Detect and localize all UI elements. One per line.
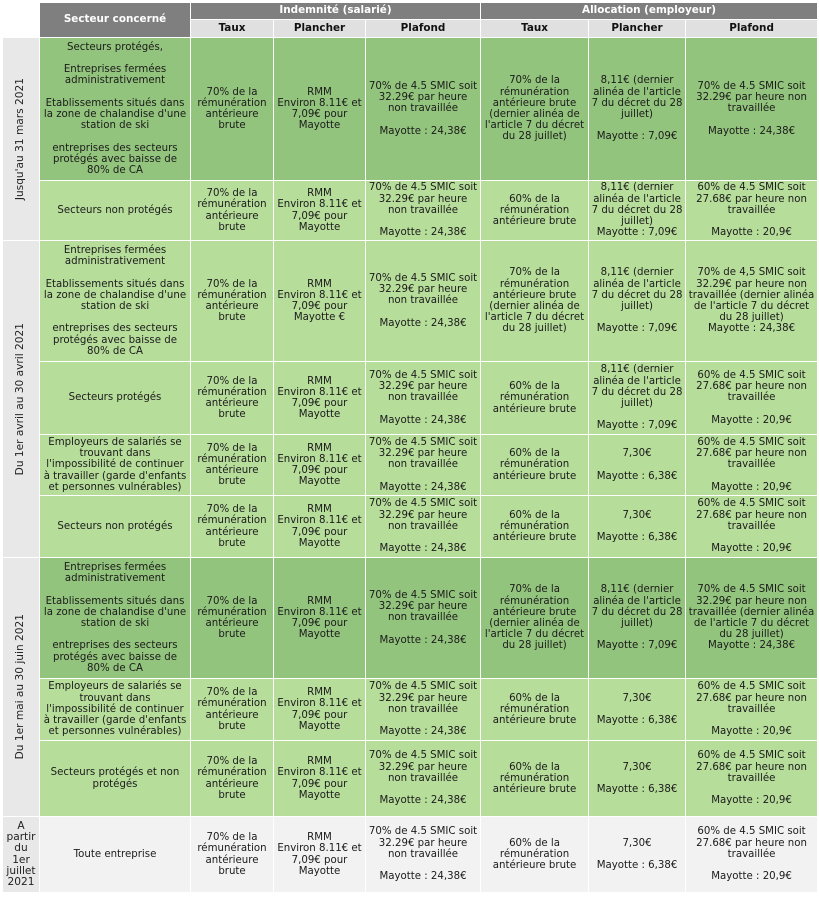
ind-plafond-cell: 70% de 4.5 SMIC soit 32.29€ par heure non travaillée Mayotte : 24,38€: [366, 496, 481, 558]
all-plancher-cell: 8,11€ (dernier alinéa de l'article 7 du décret du 28 juillet) Mayotte : 7,09€: [589, 38, 686, 181]
ind-taux-cell: 70% de la rémunération antérieure brute: [191, 817, 274, 893]
period-label: [3, 558, 40, 817]
all-taux-cell: 70% de la rémunération antérieure brute (dernier alinéa de l'article 7 du décret du 28 juillet): [481, 241, 589, 362]
indemnisation-table: [2, 2, 818, 893]
ind-taux-cell: 70% de la rémunération antérieure brute: [191, 558, 274, 679]
all-plafond-cell: 60% de 4.5 SMIC soit 27.68€ par heure non travaillée Mayotte : 20,9€: [686, 679, 818, 741]
table-row: [3, 558, 818, 679]
all-plafond-cell: 70% de 4,5 SMIC soit 32.29€ par heure non travaillée (dernier alinéa de l'article 7 du décret du 28 juillet) Mayotte : 24,38€: [686, 241, 818, 362]
period-text: Du 1er avril au 30 avril 2021: [14, 322, 27, 476]
sector-cell: Entreprises fermées administrativement Etablissements situés dans la zone de chalandise d'une station de ski entreprises des secteurs protégés avec baisse de 80% de CA: [40, 241, 191, 362]
sector-cell: Employeurs de salariés se trouvant dans l'impossibilité de continuer à travailler (garde d'enfants et personnes vulnérables): [40, 679, 191, 741]
ind-plafond-cell: 70% de 4.5 SMIC soit 32.29€ par heure non travaillée Mayotte : 24,38€: [366, 38, 481, 181]
ind-plafond-cell: 70% de 4.5 SMIC soit 32.29€ par heure non travaillée Mayotte : 24,38€: [366, 362, 481, 435]
all-taux-cell: 60% de la rémunération antérieure brute: [481, 181, 589, 241]
header-secteur: Secteur concerné: [40, 3, 191, 38]
sector-cell: Entreprises fermées administrativement Etablissements situés dans la zone de chalandise d'une station de ski entreprises des secteurs protégés avec baisse de 80% de CA: [40, 558, 191, 679]
all-plafond-cell: 60% de 4.5 SMIC soit 27.68€ par heure non travaillée Mayotte : 20,9€: [686, 817, 818, 893]
all-plancher-cell: 7,30€ Mayotte : 6,38€: [589, 741, 686, 817]
all-taux-cell: 60% de la rémunération antérieure brute: [481, 435, 589, 496]
all-plancher-cell: 8,11€ (dernier alinéa de l'article 7 du décret du 28 juillet) Mayotte : 7,09€: [589, 181, 686, 241]
period-label: [3, 241, 40, 558]
header-ind-taux: Taux: [191, 20, 274, 38]
header-blank-corner-2: [3, 20, 40, 38]
ind-plancher-cell: RMM Environ 8.11€ et 7,09€ pour Mayotte: [274, 558, 366, 679]
table-row: [3, 38, 818, 181]
sector-cell: Secteurs protégés et non protégés: [40, 741, 191, 817]
header-ind-plancher: Plancher: [274, 20, 366, 38]
period-text: Jusqu'au 31 mars 2021: [14, 77, 27, 201]
header-all-plafond: Plafond: [686, 20, 818, 38]
header-all-taux: Taux: [481, 20, 589, 38]
ind-taux-cell: 70% de la rémunération antérieure brute: [191, 241, 274, 362]
sector-cell: Secteurs protégés, Entreprises fermées administrativement Etablissements situés dans la zone de chalandise d'une station de ski entreprises des secteurs protégés avec baisse de 80% de CA: [40, 38, 191, 181]
header-blank-corner: [3, 3, 40, 20]
all-plancher-cell: 8,11€ (dernier alinéa de l'article 7 du décret du 28 juillet) Mayotte : 7,09€: [589, 241, 686, 362]
ind-plancher-cell: RMM Environ 8.11€ et 7,09€ pour Mayotte: [274, 362, 366, 435]
header-ind-plafond: Plafond: [366, 20, 481, 38]
all-plancher-cell: 7,30€ Mayotte : 6,38€: [589, 817, 686, 893]
period-text: Du 1er mai au 30 juin 2021: [14, 614, 27, 760]
ind-plafond-cell: 70% de 4.5 SMIC soit 32.29€ par heure non travaillée Mayotte : 24,38€: [366, 817, 481, 893]
table-row: [3, 362, 818, 435]
ind-taux-cell: 70% de la rémunération antérieure brute: [191, 679, 274, 741]
table-row: [3, 435, 818, 496]
table-row: [3, 181, 818, 241]
period-label: [3, 38, 40, 241]
sector-cell: Employeurs de salariés se trouvant dans l'impossibilité de continuer à travailler (garde d'enfants et personnes vulnérables): [40, 435, 191, 496]
sector-cell: Toute entreprise: [40, 817, 191, 893]
ind-plafond-cell: 70% de 4.5 SMIC soit 32.29€ par heure non travaillée Mayotte : 24,38€: [366, 181, 481, 241]
all-taux-cell: 60% de la rémunération antérieure brute: [481, 362, 589, 435]
all-plancher-cell: 7,30€ Mayotte : 6,38€: [589, 679, 686, 741]
ind-plancher-cell: RMM Environ 8.11€ et 7,09€ pour Mayotte: [274, 38, 366, 181]
ind-taux-cell: 70% de la rémunération antérieure brute: [191, 496, 274, 558]
ind-taux-cell: 70% de la rémunération antérieure brute: [191, 181, 274, 241]
sector-cell: Secteurs non protégés: [40, 496, 191, 558]
all-plafond-cell: 60% de 4.5 SMIC soit 27.68€ par heure non travaillée Mayotte : 20,9€: [686, 181, 818, 241]
ind-plancher-cell: RMM Environ 8.11€ et 7,09€ pour Mayotte: [274, 741, 366, 817]
all-taux-cell: 60% de la rémunération antérieure brute: [481, 496, 589, 558]
header-allocation: Allocation (employeur): [481, 3, 818, 20]
ind-plafond-cell: 70% de 4.5 SMIC soit 32.29€ par heure non travaillée Mayotte : 24,38€: [366, 435, 481, 496]
all-plafond-cell: 60% de 4.5 SMIC soit 27.68€ par heure non travaillée Mayotte : 20,9€: [686, 741, 818, 817]
all-plancher-cell: 8,11€ (dernier alinéa de l'article 7 du décret du 28 juillet) Mayotte : 7,09€: [589, 362, 686, 435]
sector-cell: Secteurs non protégés: [40, 181, 191, 241]
header-row-groups: [3, 3, 818, 20]
table-row: [3, 241, 818, 362]
all-taux-cell: 70% de la rémunération antérieure brute (dernier alinéa de l'article 7 du décret du 28 juillet): [481, 558, 589, 679]
ind-taux-cell: 70% de la rémunération antérieure brute: [191, 435, 274, 496]
all-plafond-cell: 70% de 4.5 SMIC soit 32.29€ par heure non travaillée Mayotte : 24,38€: [686, 38, 818, 181]
all-plafond-cell: 60% de 4.5 SMIC soit 27.68€ par heure non travaillée Mayotte : 20,9€: [686, 362, 818, 435]
sector-cell: Secteurs protégés: [40, 362, 191, 435]
ind-plafond-cell: 70% de 4.5 SMIC soit 32.29€ par heure non travaillée Mayotte : 24,38€: [366, 558, 481, 679]
ind-plancher-cell: RMM Environ 8.11€ et 7,09€ pour Mayotte: [274, 496, 366, 558]
ind-taux-cell: 70% de la rémunération antérieure brute: [191, 741, 274, 817]
all-plancher-cell: 8,11€ (dernier alinéa de l'article 7 du décret du 28 juillet) Mayotte : 7,09€: [589, 558, 686, 679]
all-plafond-cell: 60% de 4.5 SMIC soit 27.68€ par heure non travaillée Mayotte : 20,9€: [686, 496, 818, 558]
all-plafond-cell: 60% de 4.5 SMIC soit 27.68€ par heure non travaillée Mayotte : 20,9€: [686, 435, 818, 496]
ind-plancher-cell: RMM Environ 8.11€ et 7,09€ pour Mayotte €: [274, 241, 366, 362]
ind-plancher-cell: RMM Environ 8.11€ et 7,09€ pour Mayotte: [274, 817, 366, 893]
ind-plancher-cell: RMM Environ 8.11€ et 7,09€ pour Mayotte: [274, 435, 366, 496]
ind-taux-cell: 70% de la rémunération antérieure brute: [191, 362, 274, 435]
table-row: [3, 741, 818, 817]
table-row: [3, 679, 818, 741]
all-plancher-cell: 7,30€ Mayotte : 6,38€: [589, 496, 686, 558]
header-indemnite: Indemnité (salarié): [191, 3, 481, 20]
ind-taux-cell: 70% de la rémunération antérieure brute: [191, 38, 274, 181]
table-row: [3, 496, 818, 558]
all-taux-cell: 70% de la rémunération antérieure brute (dernier alinéa de l'article 7 du décret du 28 juillet): [481, 38, 589, 181]
period-label: A partir du 1er juillet 2021: [3, 817, 40, 893]
all-plafond-cell: 70% de 4.5 SMIC soit 32.29€ par heure non travaillée (dernier alinéa de l'article 7 du décret du 28 juillet) Mayotte : 24,38€: [686, 558, 818, 679]
ind-plafond-cell: 70% de 4.5 SMIC soit 32.29€ par heure non travaillée Mayotte : 24,38€: [366, 741, 481, 817]
ind-plafond-cell: 70% de 4.5 SMIC soit 32.29€ par heure non travaillée Mayotte : 24,38€: [366, 679, 481, 741]
ind-plancher-cell: RMM Environ 8.11€ et 7,09€ pour Mayotte: [274, 679, 366, 741]
ind-plancher-cell: RMM Environ 8.11€ et 7,09€ pour Mayotte: [274, 181, 366, 241]
all-taux-cell: 60% de la rémunération antérieure brute: [481, 817, 589, 893]
ind-plafond-cell: 70% de 4.5 SMIC soit 32.29€ par heure non travaillée Mayotte : 24,38€: [366, 241, 481, 362]
table-row: [3, 817, 818, 893]
header-all-plancher: Plancher: [589, 20, 686, 38]
all-taux-cell: 60% de la rémunération antérieure brute: [481, 679, 589, 741]
all-plancher-cell: 7,30€ Mayotte : 6,38€: [589, 435, 686, 496]
all-taux-cell: 60% de la rémunération antérieure brute: [481, 741, 589, 817]
